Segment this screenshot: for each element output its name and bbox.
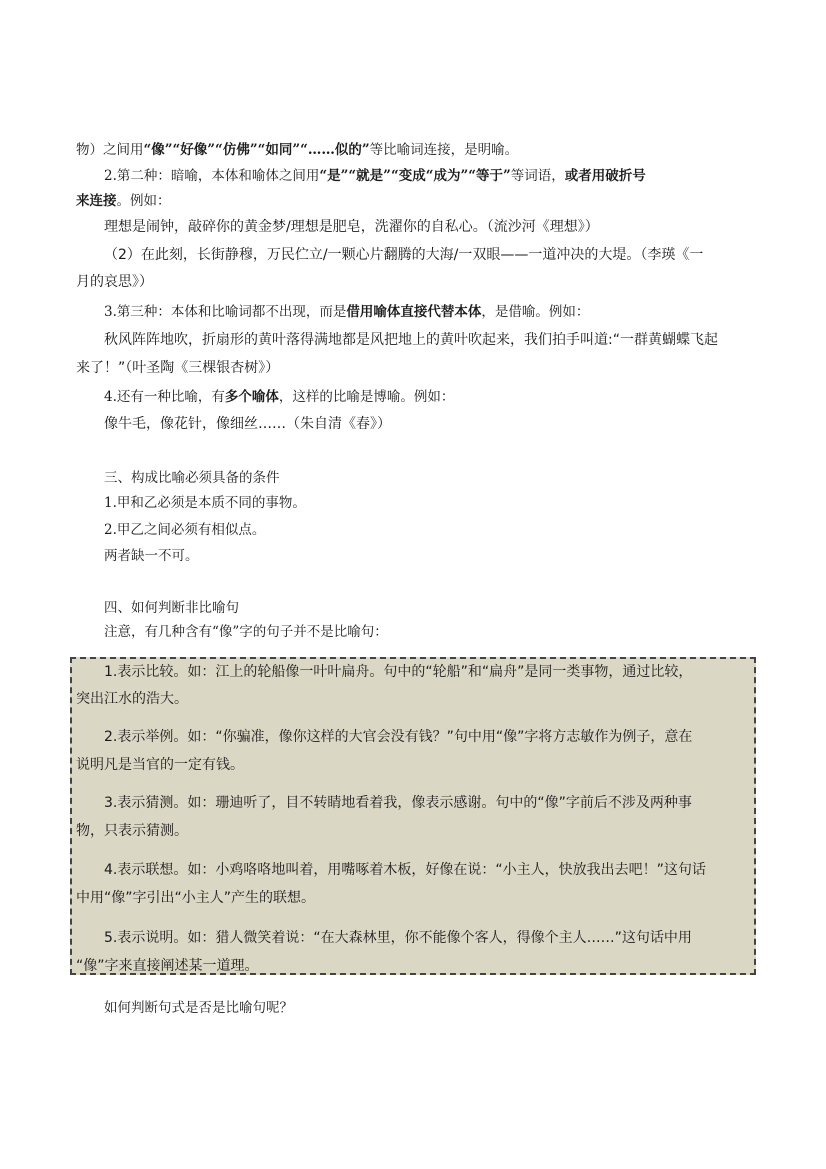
non-simile-examples-box — [70, 657, 756, 975]
bold-text: 来连接 — [76, 193, 117, 209]
box-item-association-cont: 中用“像”字引出“小主人”产生的联想。 — [76, 890, 316, 906]
example-line: （2）在此刻，长街静穆，万民伫立/一颗心片翻腾的大海/一双眼——一道冲决的大堤。（李瑛《一 — [104, 247, 704, 263]
bold-text: 多个喻体 — [224, 389, 279, 405]
closing-question: 如何判断句式是否是比喻句呢？ — [104, 1000, 293, 1016]
metaphor-definition-cont — [76, 191, 171, 211]
example-line: 理想是闹钟，敲碎你的黄金梦/理想是肥皂，洗濯你的自私心。（流沙河《理想》） — [104, 219, 599, 235]
text-run: 。例如： — [116, 193, 171, 209]
box-item-comparison: 1.表示比较。如：江上的轮船像一叶叶扁舟。句中的“轮船”和“扁舟”是同一类事物，通过比较， — [104, 664, 693, 680]
section-intro: 注意，有几种含有“像”字的句子并不是比喻句： — [104, 624, 388, 640]
metonymy-definition — [104, 302, 589, 322]
text-run: 4.还有一种比喻，有 — [104, 389, 225, 405]
text-run: 等比喻词连接，是明喻。 — [369, 142, 519, 158]
bold-text: 借用喻体直接代替本体 — [346, 304, 482, 320]
box-item-example-cont: 说明凡是当官的一定有钱。 — [76, 757, 244, 773]
box-item-comparison-cont: 突出江水的浩大。 — [76, 691, 188, 707]
example-line: 像牛毛，像花针，像细丝……（朱自清《春》） — [104, 416, 391, 432]
text-run: 2.第二种：暗喻，本体和喻体之间用 — [104, 168, 320, 184]
text-run: 3.第三种：本体和比喻词都不出现，而是 — [104, 304, 347, 320]
box-item-guess: 3.表示猜测。如：珊迪听了，目不转睛地看着我，像表示感谢。句中的“像”字前后不涉及两种事 — [104, 795, 692, 811]
text-run: ，这样的比喻是博喻。例如： — [278, 389, 455, 405]
metaphor-definition — [104, 166, 646, 186]
box-item-guess-cont: 物，只表示猜测。 — [76, 823, 188, 839]
multiple-vehicle-definition — [104, 387, 454, 407]
box-item-explanation-cont: “像”字来直接阐述某一道理。 — [76, 958, 259, 974]
list-item: 两者缺一不可。 — [104, 548, 199, 564]
example-line: 来了！”（叶圣陶《三棵银杏树》） — [76, 360, 280, 376]
list-item: 1.甲和乙必须是本质不同的事物。 — [104, 495, 306, 511]
bold-text: 或者用破折号 — [564, 168, 646, 184]
simile-continuation — [76, 140, 518, 160]
bold-text: “像”“好像”“仿佛”“如同”“……似的” — [143, 142, 370, 158]
example-line: 月的哀思》） — [76, 274, 153, 290]
section-heading: 三、构成比喻必须具备的条件 — [104, 470, 280, 486]
bold-text: “是”“就是”“变成“成为”“等于” — [319, 168, 511, 184]
text-run: 等词语， — [510, 168, 565, 184]
box-item-example: 2.表示举例。如：“你骗准，像你这样的大官会没有钱？”句中用“像”字将方志敏作为例子，意在 — [104, 729, 693, 745]
box-item-association: 4.表示联想。如：小鸡咯咯地叫着，用嘴啄着木板，好像在说：“小主人，快放我出去吧！”这句话 — [104, 862, 706, 878]
box-item-explanation: 5.表示说明。如：猎人微笑着说：“在大森林里，你不能像个客人，得像个主人……”这句话中用 — [104, 930, 692, 946]
section-heading: 四、如何判断非比喻句 — [104, 600, 239, 616]
example-line: 秋风阵阵地吹，折扇形的黄叶落得满地都是风把地上的黄叶吹起来，我们拍手叫道:“一群黄蝴蝶飞起 — [104, 332, 718, 348]
text-run: ，是借喻。例如： — [481, 304, 590, 320]
text-run: 物）之间用 — [76, 142, 144, 158]
list-item: 2.甲乙之间必须有相似点。 — [104, 522, 266, 538]
